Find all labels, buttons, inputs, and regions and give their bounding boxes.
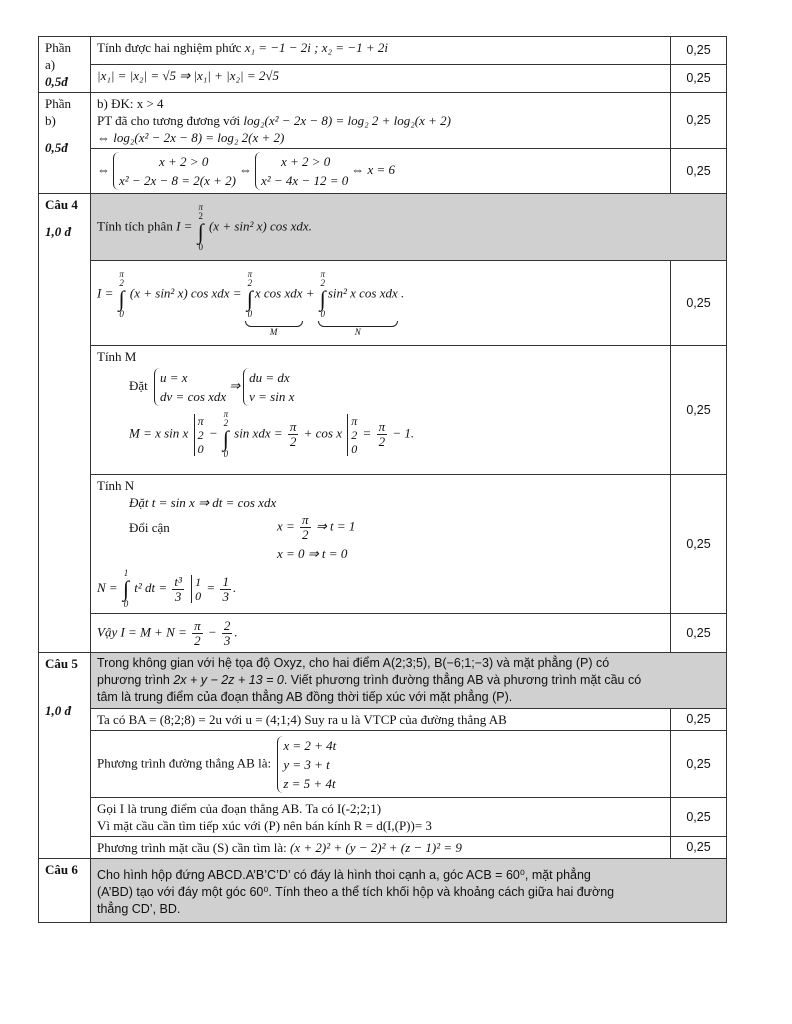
compute-n-substitution: Đặt t = sin x ⇒ dt = cos xdx bbox=[129, 495, 277, 510]
question-5-row bbox=[39, 653, 727, 709]
question-5-line-equation: Phương trình đường thẳng AB là: x = 2 + 4t y = 3 + t z = 5 + 4t bbox=[91, 731, 671, 798]
question-4-label-cell bbox=[39, 194, 91, 653]
question-5-sphere: Phương trình mặt cầu (S) cần tìm là: (x + 2)² + (y − 2)² + (z − 1)² = 9 bbox=[91, 837, 671, 859]
question-4-split: I = π 2 ∫ 0 (x + sin² x) cos xdx = π 2 ∫ 0 x cos xdx M + π 2 ∫ 0 sin² x cos xdx N . bbox=[91, 261, 671, 346]
question-4-final-points: 0,25 bbox=[671, 614, 727, 653]
question-5-step-1 bbox=[39, 709, 727, 731]
part-b-equivalent-math: log₂(x² − 2x − 8) = log₂ 2 + log₂(x + 2) bbox=[243, 113, 451, 128]
part-a-step-1-text: Tính được hai nghiệm phức bbox=[97, 40, 242, 55]
answer-table bbox=[38, 36, 727, 923]
question-6-label-cell bbox=[39, 859, 91, 923]
part-b-log-step: ⇔ log₂(x² − 2x − 8) = log₂ 2(x + 2) bbox=[97, 130, 285, 145]
question-5-score: 1,0 đ bbox=[45, 703, 71, 718]
part-b-score: 0,5đ bbox=[45, 140, 68, 155]
term-n: π 2 ∫ 0 sin² x cos xdx N bbox=[319, 268, 398, 337]
question-5-vector: Ta có BA = (8;2;8) = 2u với u = (4;1;4) Suy ra u là VTCP của đường thẳng AB bbox=[91, 709, 671, 731]
compute-m-title: Tính M bbox=[97, 349, 137, 364]
compute-n-bounds: Đổi cận x = $\frac{\pi}{2}$ ⇒ t = 1 x = 0 ⇒ t = 0 bbox=[129, 512, 356, 561]
question-4-step-1 bbox=[39, 261, 727, 346]
question-4-step-n-points: 0,25 bbox=[671, 475, 727, 614]
question-4-final: Vậy I = M + N = $\frac{\pi}{2}$ − $\frac{2}{3}$ . bbox=[91, 614, 671, 653]
part-a-step-1-points: 0,25 bbox=[671, 37, 727, 65]
integral-sign: π 2 ∫ 0 bbox=[197, 201, 204, 252]
question-5-step-3 bbox=[39, 798, 727, 837]
part-b-system-a: x + 2 > 0 x² − 2x − 8 = 2(x + 2) bbox=[113, 152, 236, 190]
question-5-step-4-points: 0,25 bbox=[671, 837, 727, 859]
question-5-step-2 bbox=[39, 731, 727, 798]
question-6-label: Câu 6 bbox=[45, 862, 78, 877]
part-b-condition: b) ĐK: x > 4 bbox=[97, 96, 164, 111]
question-5-label: Câu 5 bbox=[45, 656, 78, 671]
question-4-compute-m bbox=[91, 346, 671, 475]
question-4-score: 1,0 đ bbox=[45, 224, 71, 239]
question-5-step-3-points: 0,25 bbox=[671, 798, 727, 837]
compute-n-title: Tính N bbox=[97, 478, 135, 493]
part-b-row-2 bbox=[39, 149, 727, 194]
part-a-step-2-points: 0,25 bbox=[671, 65, 727, 93]
question-5-prompt: Trong không gian với hệ tọa độ Oxyz, cho hai điểm A(2;3;5), B(−6;1;−3) và mặt phẳng (P) có phương trình 2x + y − 2z + 13 = 0. Viết phương trình đường thẳng AB và phương trình mặt cầu có tâm là trung điểm của đoạn thẳng AB đồng thời tiếp xúc với mặt phẳng (P). bbox=[91, 653, 727, 709]
part-b-step-2-points: 0,25 bbox=[671, 149, 727, 194]
part-a-score: 0,5đ bbox=[45, 74, 68, 89]
question-4-prompt-text: Tính tích phân bbox=[97, 217, 173, 233]
question-4-label: Câu 4 bbox=[45, 197, 78, 212]
question-5-step-4 bbox=[39, 837, 727, 859]
part-b-label-cell bbox=[39, 93, 91, 194]
question-5-label-cell bbox=[39, 653, 91, 859]
compute-m-result: M = x sin x π 2 0 − π 2 ∫ 0 sin xdx = $\frac{\pi}{2}$ + cos x π 2 0 = $\frac{\pi}{2}$ − 1. bbox=[129, 409, 415, 459]
compute-n-result: N = 1 ∫ 0 t² dt = $\frac{\text{t³}}{3}$ 1 0 = $\frac{1}{3}$ . bbox=[97, 568, 237, 609]
change-bounds-label: Đổi cận bbox=[129, 520, 170, 535]
part-b-system-b: x + 2 > 0 x² − 4x − 12 = 0 bbox=[255, 152, 348, 190]
question-4-prompt: Tính tích phân I = π 2 ∫ 0 (x + sin² x) cos xdx. bbox=[91, 194, 727, 261]
question-5-midpoint: Gọi I là trung điểm của đoạn thẳng AB. Ta có I(-2;2;1) Vì mặt cầu cần tìm tiếp xúc với (P) nên bán kính R = d(I,(P))= 3 bbox=[91, 798, 671, 837]
question-4-step-m-points: 0,25 bbox=[671, 346, 727, 475]
part-a-step-2: |x₁| = |x₂| = √5 ⇒ |x₁| + |x₂| = 2√5 bbox=[91, 65, 671, 93]
part-b-equivalent-text: PT đã cho tương đương với bbox=[97, 113, 241, 128]
part-b-step-1 bbox=[91, 93, 671, 149]
part-b-step-1-points: 0,25 bbox=[671, 93, 727, 149]
part-b-step-2: ⇔ x + 2 > 0 x² − 2x − 8 = 2(x + 2) ⇔ x + 2 > 0 x² − 4x − 12 = 0 ⇔ x = 6 bbox=[91, 149, 671, 194]
part-a-row-2 bbox=[39, 65, 727, 93]
question-5-step-1-points: 0,25 bbox=[671, 709, 727, 731]
part-a-label: Phần a) bbox=[45, 40, 71, 72]
question-4-compute-n bbox=[91, 475, 671, 614]
part-a-step-1 bbox=[91, 37, 671, 65]
question-4-step-n bbox=[39, 475, 727, 614]
term-m: π 2 ∫ 0 x cos xdx M bbox=[246, 268, 303, 337]
compute-m-substitution: Đặt u = x dv = cos xdx ⇒ du = dx v = sin x bbox=[129, 370, 295, 404]
part-b-solution: ⇔ x = 6 bbox=[351, 161, 396, 177]
part-a-label-cell bbox=[39, 37, 91, 93]
question-6-row bbox=[39, 859, 727, 923]
part-a-row-1 bbox=[39, 37, 727, 65]
question-4-row bbox=[39, 194, 727, 261]
question-4-step-m bbox=[39, 346, 727, 475]
question-4-conclusion bbox=[39, 614, 727, 653]
part-b-row-1 bbox=[39, 93, 727, 149]
part-a-step-1-math: x₁ = −1 − 2i ; x₂ = −1 + 2i bbox=[244, 40, 388, 55]
part-b-label: Phần b) bbox=[45, 96, 71, 128]
question-4-step-1-points: 0,25 bbox=[671, 261, 727, 346]
question-5-step-2-points: 0,25 bbox=[671, 731, 727, 798]
part-b-equivalent bbox=[97, 112, 664, 129]
question-6-prompt: Cho hình hộp đứng ABCD.A’B’C’D’ có đáy là hình thoi cạnh a, góc ACB = 60⁰, mặt phẳng (A’BD) tạo với đáy một góc 60⁰. Tính theo a thể tích khối hộp và khoảng cách giữa hai đường thẳng CD’, BD. bbox=[91, 859, 727, 923]
